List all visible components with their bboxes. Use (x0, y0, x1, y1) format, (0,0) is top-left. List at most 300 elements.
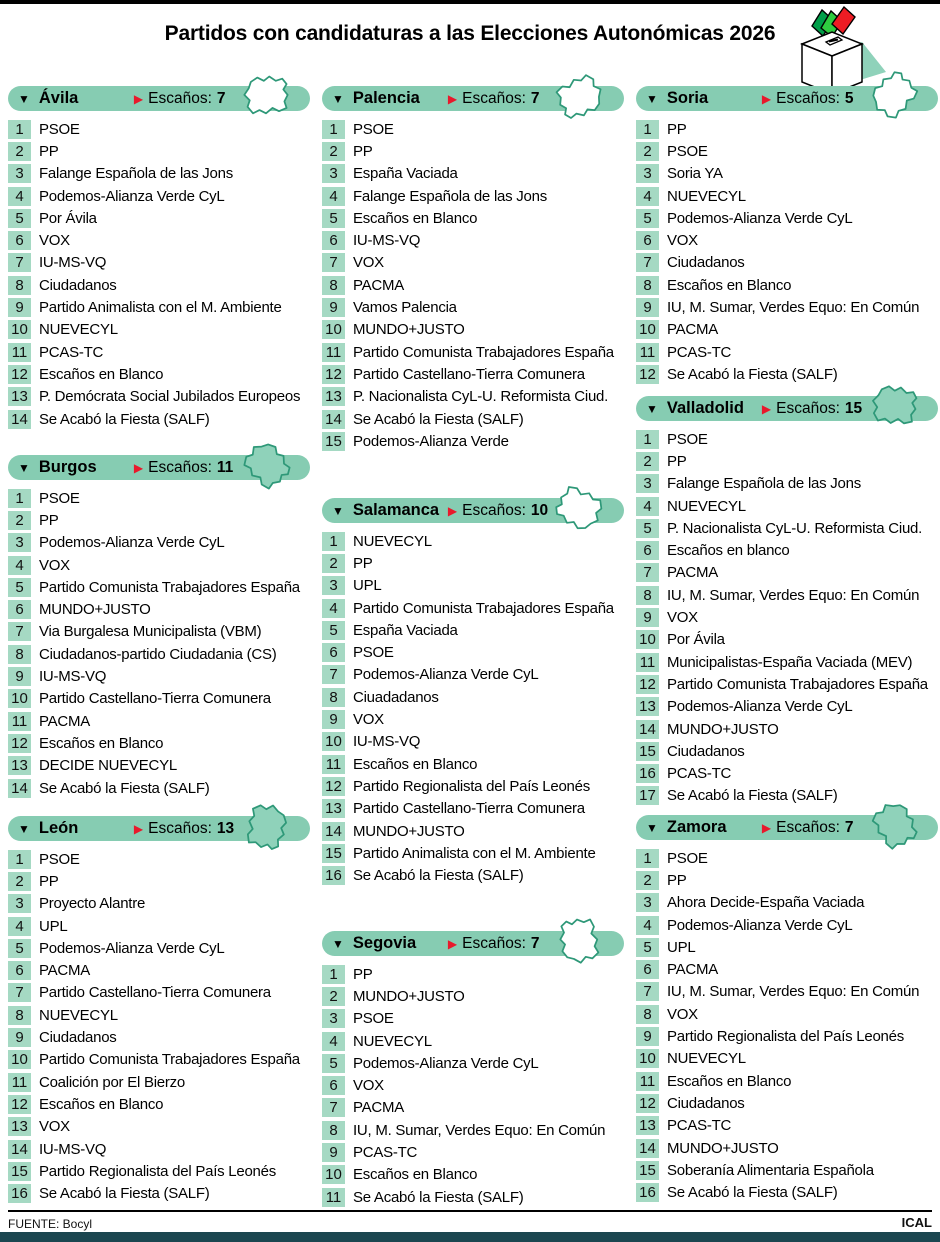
province-header[interactable] (636, 86, 938, 111)
party-row (8, 487, 310, 509)
party-row (322, 207, 624, 229)
party-name: Podemos-Alianza Verde CyL (39, 939, 225, 957)
party-name: Podemos-Alianza Verde CyL (667, 916, 853, 934)
party-number: 2 (8, 142, 31, 161)
party-name: IU-MS-VQ (353, 733, 421, 751)
party-number: 7 (322, 1098, 345, 1117)
party-name: PACMA (667, 961, 718, 979)
party-row (322, 708, 624, 730)
party-name: NUEVECYL (39, 1006, 118, 1024)
party-row (8, 1093, 310, 1115)
party-number: 9 (322, 1143, 345, 1162)
party-number: 14 (322, 410, 345, 429)
party-name: Se Acabó la Fiesta (SALF) (353, 1188, 524, 1206)
triangle-down-icon: ▼ (18, 91, 30, 106)
seats-count: 7 (530, 89, 540, 107)
party-number: 7 (322, 665, 345, 684)
party-name: PSOE (667, 142, 708, 160)
party-name: NUEVECYL (39, 321, 118, 339)
party-number: 15 (322, 844, 345, 863)
party-number: 14 (322, 822, 345, 841)
party-number: 15 (8, 1162, 31, 1181)
party-name: Vamos Palencia (353, 299, 457, 317)
party-number: 3 (8, 164, 31, 183)
party-name: MUNDO+JUSTO (667, 1139, 779, 1157)
party-number: 3 (636, 474, 659, 493)
seats-count: 5 (844, 89, 854, 107)
party-number: 5 (636, 938, 659, 957)
party-number: 7 (8, 622, 31, 641)
party-row (636, 539, 938, 561)
party-number: 6 (636, 231, 659, 250)
party-number: 8 (636, 1005, 659, 1024)
province-header[interactable] (322, 931, 624, 956)
party-row (322, 1008, 624, 1030)
party-name: Se Acabó la Fiesta (SALF) (353, 867, 524, 885)
party-list (322, 963, 624, 1208)
party-row (8, 598, 310, 620)
party-number: 12 (636, 365, 659, 384)
province-map-icon (240, 73, 292, 119)
party-number: 8 (636, 586, 659, 605)
party-number: 4 (636, 187, 659, 206)
province-header[interactable] (8, 86, 310, 111)
party-number: 9 (636, 298, 659, 317)
party-number: 10 (636, 630, 659, 649)
party-row (636, 606, 938, 628)
seats-count: 11 (216, 458, 234, 476)
party-row (8, 163, 310, 185)
party-list (322, 118, 624, 452)
party-number: 10 (636, 320, 659, 339)
party-row (636, 696, 938, 718)
party-name: PSOE (39, 850, 80, 868)
party-name: VOX (353, 1077, 384, 1095)
party-name: España Vaciada (353, 165, 458, 183)
province-section-2 (8, 816, 310, 1205)
party-row (636, 140, 938, 162)
triangle-down-icon: ▼ (646, 91, 658, 106)
party-row (322, 1141, 624, 1163)
party-row (322, 842, 624, 864)
party-row (636, 495, 938, 517)
bottom-bar (0, 1232, 940, 1242)
seats-label: Escaños: (148, 89, 212, 107)
party-name: Escaños en Blanco (353, 755, 478, 773)
party-name: PSOE (39, 489, 80, 507)
party-name: Podemos-Alianza Verde CyL (39, 534, 225, 552)
party-row (8, 185, 310, 207)
triangle-right-icon: ▶ (133, 821, 144, 836)
party-name: VOX (39, 232, 70, 250)
source-text: FUENTE: Bocyl (8, 1217, 93, 1231)
party-row (8, 777, 310, 799)
party-row (322, 686, 624, 708)
party-number: 5 (8, 939, 31, 958)
party-row (8, 732, 310, 754)
party-number: 6 (636, 541, 659, 560)
party-name: Escaños en blanco (667, 542, 790, 560)
party-name: Falange Española de las Jons (39, 165, 233, 183)
party-row (322, 296, 624, 318)
party-name: PACMA (667, 564, 718, 582)
party-number: 8 (8, 276, 31, 295)
party-name: IU, M. Sumar, Verdes Equo: En Común (353, 1121, 606, 1139)
party-number: 13 (322, 799, 345, 818)
party-name: IU, M. Sumar, Verdes Equo: En Común (667, 299, 920, 317)
party-row (322, 430, 624, 452)
party-number: 4 (8, 556, 31, 575)
party-list (8, 118, 310, 430)
party-name: PP (667, 120, 687, 138)
province-section-4 (322, 498, 624, 887)
party-row (8, 252, 310, 274)
party-name: PSOE (353, 120, 394, 138)
party-number: 6 (8, 961, 31, 980)
party-row (322, 118, 624, 140)
party-name: PSOE (667, 849, 708, 867)
party-row (8, 1071, 310, 1093)
party-number: 5 (322, 621, 345, 640)
party-number: 13 (636, 697, 659, 716)
party-number: 13 (8, 387, 31, 406)
party-name: PP (667, 452, 687, 470)
party-name: Ciudadanos (667, 742, 745, 760)
party-number: 1 (8, 850, 31, 869)
party-row (636, 1159, 938, 1181)
party-row (8, 363, 310, 385)
province-name: Salamanca (352, 501, 440, 519)
party-name: Ciudadanos (39, 276, 117, 294)
province-name: Valladolid (666, 399, 744, 417)
page-title: Partidos con candidaturas a las Elecciones Autonómicas 2026 (164, 22, 776, 46)
party-name: Via Burgalesa Municipalista (VBM) (39, 623, 262, 641)
party-number: 3 (322, 1009, 345, 1028)
party-number: 7 (636, 253, 659, 272)
party-name: VOX (39, 1118, 70, 1136)
party-row (322, 229, 624, 251)
party-number: 2 (636, 452, 659, 471)
party-name: Escaños en Blanco (39, 365, 164, 383)
party-number: 5 (322, 1054, 345, 1073)
triangle-down-icon: ▼ (18, 821, 30, 836)
party-row (322, 575, 624, 597)
party-row (8, 915, 310, 937)
province-section-5 (322, 931, 624, 1208)
province-name: Burgos (38, 458, 97, 476)
party-name: Por Ávila (39, 209, 97, 227)
party-number: 11 (8, 343, 31, 362)
party-number: 7 (636, 982, 659, 1001)
party-row (8, 319, 310, 341)
province-header[interactable] (322, 498, 624, 523)
province-section-8 (636, 815, 938, 1204)
party-row (322, 1097, 624, 1119)
province-name: Soria (666, 89, 709, 107)
party-row (636, 958, 938, 980)
party-number: 11 (636, 653, 659, 672)
party-row (636, 1181, 938, 1203)
party-name: PSOE (353, 644, 394, 662)
party-name: Municipalistas-España Vaciada (MEV) (667, 653, 913, 671)
party-row (322, 530, 624, 552)
party-name: VOX (353, 711, 384, 729)
party-number: 1 (322, 965, 345, 984)
triangle-right-icon: ▶ (133, 460, 144, 475)
party-name: MUNDO+JUSTO (39, 601, 151, 619)
party-row (322, 820, 624, 842)
party-row (8, 665, 310, 687)
party-number: 3 (322, 576, 345, 595)
party-row (8, 1026, 310, 1048)
party-name: PP (667, 871, 687, 889)
party-name: NUEVECYL (667, 187, 746, 205)
party-row (636, 229, 938, 251)
party-name: VOX (667, 1005, 698, 1023)
triangle-right-icon: ▶ (133, 91, 144, 106)
party-row (8, 1116, 310, 1138)
party-name: PCAS-TC (667, 1117, 732, 1135)
party-name: Partido Castellano-Tierra Comunera (353, 365, 585, 383)
province-map-icon (240, 442, 292, 488)
party-number: 16 (636, 1183, 659, 1202)
party-name: Proyecto Alantre (39, 895, 146, 913)
province-section-3 (322, 86, 624, 452)
party-row (8, 207, 310, 229)
party-number: 5 (322, 209, 345, 228)
party-number: 1 (8, 489, 31, 508)
party-number: 1 (8, 120, 31, 139)
party-number: 13 (8, 1117, 31, 1136)
party-row (636, 1070, 938, 1092)
triangle-right-icon: ▶ (447, 503, 458, 518)
party-row (322, 731, 624, 753)
party-number: 6 (8, 600, 31, 619)
party-row (636, 914, 938, 936)
party-row (8, 1138, 310, 1160)
party-row (322, 386, 624, 408)
party-row (8, 643, 310, 665)
party-number: 13 (322, 387, 345, 406)
party-row (322, 552, 624, 574)
seats-count: 13 (216, 819, 235, 837)
seats-count: 7 (844, 818, 854, 836)
province-section-7 (636, 396, 938, 807)
party-list (8, 848, 310, 1205)
party-name: VOX (39, 556, 70, 574)
party-name: Partido Comunista Trabajadores España (667, 675, 928, 693)
party-name: IU-MS-VQ (39, 668, 107, 686)
party-row (8, 1049, 310, 1071)
party-name: Ciudadanos (667, 1094, 745, 1112)
party-number: 5 (636, 519, 659, 538)
party-row (8, 870, 310, 892)
party-row (322, 753, 624, 775)
seats-label: Escaños: (462, 501, 526, 519)
party-number: 2 (8, 872, 31, 891)
party-row (636, 319, 938, 341)
party-row (8, 982, 310, 1004)
party-name: Podemos-Alianza Verde CyL (353, 1054, 539, 1072)
party-name: PCAS-TC (667, 343, 732, 361)
party-name: PP (39, 872, 59, 890)
party-row (322, 185, 624, 207)
party-name: Ciudadanos (667, 254, 745, 272)
party-row (636, 185, 938, 207)
triangle-down-icon: ▼ (646, 401, 658, 416)
party-number: 3 (8, 533, 31, 552)
party-name: Podemos-Alianza Verde (353, 432, 509, 450)
party-number: 14 (636, 720, 659, 739)
party-number: 14 (8, 779, 31, 798)
party-name: Podemos-Alianza Verde CyL (667, 209, 853, 227)
party-row (322, 319, 624, 341)
party-name: Ciuadadanos (353, 688, 439, 706)
party-number: 8 (322, 1121, 345, 1140)
party-name: Escaños en Blanco (39, 1095, 164, 1113)
party-row (636, 981, 938, 1003)
party-row (636, 762, 938, 784)
party-number: 15 (322, 432, 345, 451)
party-name: PP (353, 142, 373, 160)
party-name: UPL (667, 938, 696, 956)
party-row (8, 1004, 310, 1026)
province-header[interactable] (322, 86, 624, 111)
party-number: 10 (322, 320, 345, 339)
province-header[interactable] (636, 396, 938, 421)
party-number: 4 (322, 1032, 345, 1051)
party-number: 9 (8, 667, 31, 686)
party-number: 16 (636, 764, 659, 783)
party-row (636, 450, 938, 472)
party-name: Podemos-Alianza Verde CyL (39, 187, 225, 205)
party-name: Podemos-Alianza Verde CyL (667, 698, 853, 716)
party-name: PSOE (39, 120, 80, 138)
party-name: Se Acabó la Fiesta (SALF) (667, 365, 838, 383)
party-name: Se Acabó la Fiesta (SALF) (667, 1184, 838, 1202)
triangle-down-icon: ▼ (646, 820, 658, 835)
party-name: Soria YA (667, 165, 723, 183)
party-name: PACMA (353, 276, 404, 294)
triangle-down-icon: ▼ (332, 936, 344, 951)
party-number: 1 (322, 532, 345, 551)
party-row (8, 118, 310, 140)
party-row (8, 386, 310, 408)
party-name: Escaños en Blanco (667, 276, 792, 294)
party-name: PSOE (667, 430, 708, 448)
party-name: IU, M. Sumar, Verdes Equo: En Común (667, 586, 920, 604)
party-row (322, 664, 624, 686)
province-name: Ávila (38, 89, 79, 107)
party-name: Ciudadanos-partido Ciudadania (CS) (39, 645, 277, 663)
party-number: 15 (636, 742, 659, 761)
party-name: UPL (353, 577, 382, 595)
triangle-right-icon: ▶ (761, 820, 772, 835)
party-row (8, 937, 310, 959)
party-row (322, 163, 624, 185)
triangle-down-icon: ▼ (18, 460, 30, 475)
party-row (322, 641, 624, 663)
party-name: PCAS-TC (667, 765, 732, 783)
province-name: Zamora (666, 818, 727, 836)
party-number: 9 (322, 710, 345, 729)
party-number: 3 (636, 164, 659, 183)
party-number: 4 (8, 917, 31, 936)
party-number: 6 (322, 1076, 345, 1095)
party-number: 2 (8, 511, 31, 530)
party-number: 16 (322, 866, 345, 885)
party-number: 9 (8, 298, 31, 317)
party-number: 9 (8, 1028, 31, 1047)
province-header[interactable] (8, 455, 310, 480)
party-number: 2 (636, 871, 659, 890)
party-row (636, 1048, 938, 1070)
province-header[interactable] (636, 815, 938, 840)
province-map-icon (554, 485, 606, 531)
province-map-icon (554, 73, 606, 119)
party-name: DECIDE NUEVECYL (39, 757, 177, 775)
party-name: Partido Castellano-Tierra Comunera (39, 690, 271, 708)
party-number: 11 (636, 343, 659, 362)
party-row (8, 755, 310, 777)
party-number: 10 (322, 1165, 345, 1184)
party-row (636, 1137, 938, 1159)
party-row (322, 408, 624, 430)
party-name: Se Acabó la Fiesta (SALF) (39, 1185, 210, 1203)
party-number: 7 (636, 563, 659, 582)
party-row (636, 473, 938, 495)
party-name: Soberanía Alimentaria Española (667, 1161, 874, 1179)
party-number: 11 (8, 1073, 31, 1092)
party-number: 10 (322, 732, 345, 751)
party-name: P. Nacionalista CyL-U. Reformista Ciud. (667, 519, 923, 537)
party-row (8, 1182, 310, 1204)
party-name: IU-MS-VQ (39, 1140, 107, 1158)
province-name: León (38, 819, 79, 837)
province-header[interactable] (8, 816, 310, 841)
party-number: 3 (636, 893, 659, 912)
party-name: Escaños en Blanco (353, 209, 478, 227)
party-row (322, 1164, 624, 1186)
party-number: 14 (8, 410, 31, 429)
party-number: 5 (8, 578, 31, 597)
party-row (322, 1186, 624, 1208)
province-map-icon (868, 73, 920, 119)
party-name: Partido Comunista Trabajadores España (353, 343, 614, 361)
party-number: 6 (322, 231, 345, 250)
party-name: NUEVECYL (667, 1050, 746, 1068)
party-row (8, 893, 310, 915)
party-name: PP (39, 511, 59, 529)
party-row (322, 1119, 624, 1141)
party-number: 12 (636, 1094, 659, 1113)
party-name: MUNDO+JUSTO (353, 822, 465, 840)
seats-label: Escaños: (148, 819, 212, 837)
party-row (322, 252, 624, 274)
party-number: 12 (8, 365, 31, 384)
party-row (636, 1092, 938, 1114)
party-row (636, 584, 938, 606)
party-row (636, 207, 938, 229)
province-map-icon (554, 918, 606, 964)
party-number: 12 (8, 734, 31, 753)
party-number: 4 (322, 599, 345, 618)
party-row (322, 597, 624, 619)
party-number: 9 (322, 298, 345, 317)
party-row (322, 1052, 624, 1074)
party-row (322, 798, 624, 820)
party-row (8, 1160, 310, 1182)
